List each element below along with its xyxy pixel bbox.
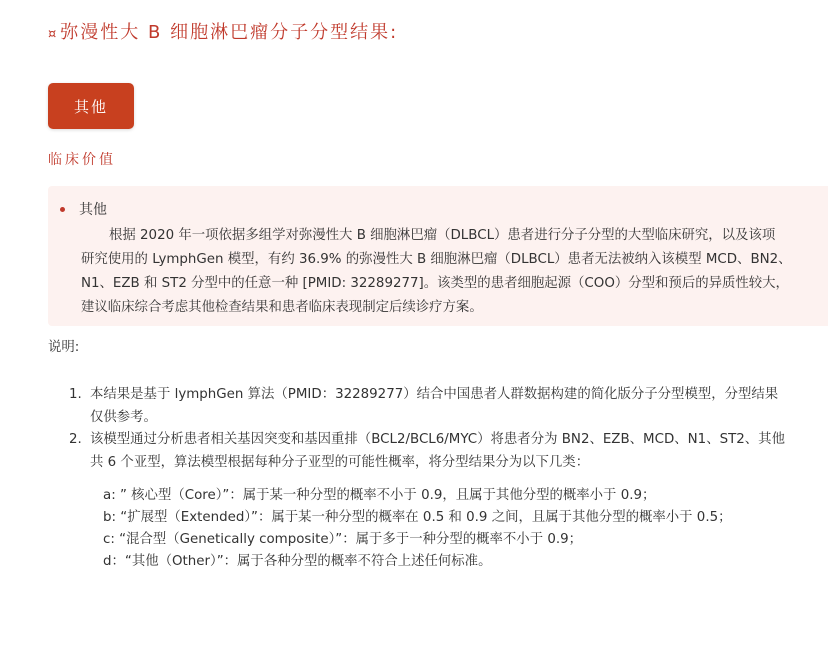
clinical-value-box — [48, 186, 828, 326]
clinical-value-heading: 临床价值 — [48, 152, 116, 168]
note-line: 本结果是基于 lymphGen 算法（PMID：32289277）结合中国患者人群数据构建的简化版分子分型模型，分型结果 — [90, 387, 779, 402]
bullet-item — [60, 199, 107, 219]
note-line: 该模型通过分析患者相关基因突变和基因重排（BCL2/BCL6/MYC）将患者分为 BN2、EZB、MCD、N1、ST2、其他 — [90, 432, 785, 447]
bullet-dot-icon — [60, 207, 65, 212]
subtype-other-button[interactable]: 其他 — [48, 83, 134, 129]
note-subitem: c: “混合型（Genetically composite）”：属于多于一种分型的概率不小于 0.9； — [103, 532, 583, 547]
note-number: 2. — [69, 432, 82, 447]
note-subitem: b: “扩展型（Extended）”：属于某一种分型的概率在 0.5 和 0.9 之间，且属于其他分型的概率小于 0.5； — [103, 510, 732, 525]
paragraph-line: 建议临床综合考虑其他检查结果和患者临床表现制定后续诊疗方案。 — [81, 300, 483, 315]
paragraph-line: N1、EZB 和 ST2 分型中的任意一种 [PMID: 32289277]。该类型的患者细胞起源（COO）分型和预后的异质性较大， — [81, 276, 789, 291]
bullet-label: 其他 — [79, 202, 107, 218]
note-subitem: d：“其他（Other）”：属于各种分型的概率不符合上述任何标准。 — [103, 554, 492, 569]
note-subitem: a: ” 核心型（Core）”：属于某一种分型的概率不小于 0.9，且属于其他分型的概率小于 0.9； — [103, 488, 656, 503]
paragraph-line: 研究使用的 LymphGen 模型，有约 36.9% 的弥漫性大 B 细胞淋巴瘤（DLBCL）患者无法被纳入该模型 MCD、BN2、 — [81, 252, 792, 267]
note-number: 1. — [69, 387, 82, 402]
notes-label: 说明: — [48, 340, 80, 355]
title-text: 弥漫性大 B 细胞淋巴瘤分子分型结果: — [60, 22, 399, 43]
paragraph-line: 根据 2020 年一项依据多组学对弥漫性大 B 细胞淋巴瘤（DLBCL）患者进行分子分型的大型临床研究，以及该项 — [109, 228, 776, 243]
note-line: 共 6 个亚型，算法模型根据每种分子亚型的可能性概率，将分型结果分为以下几类： — [90, 455, 590, 470]
page-title — [48, 18, 398, 44]
title-marker-icon: ¤ — [48, 27, 59, 42]
note-line: 仅供参考。 — [90, 410, 157, 425]
